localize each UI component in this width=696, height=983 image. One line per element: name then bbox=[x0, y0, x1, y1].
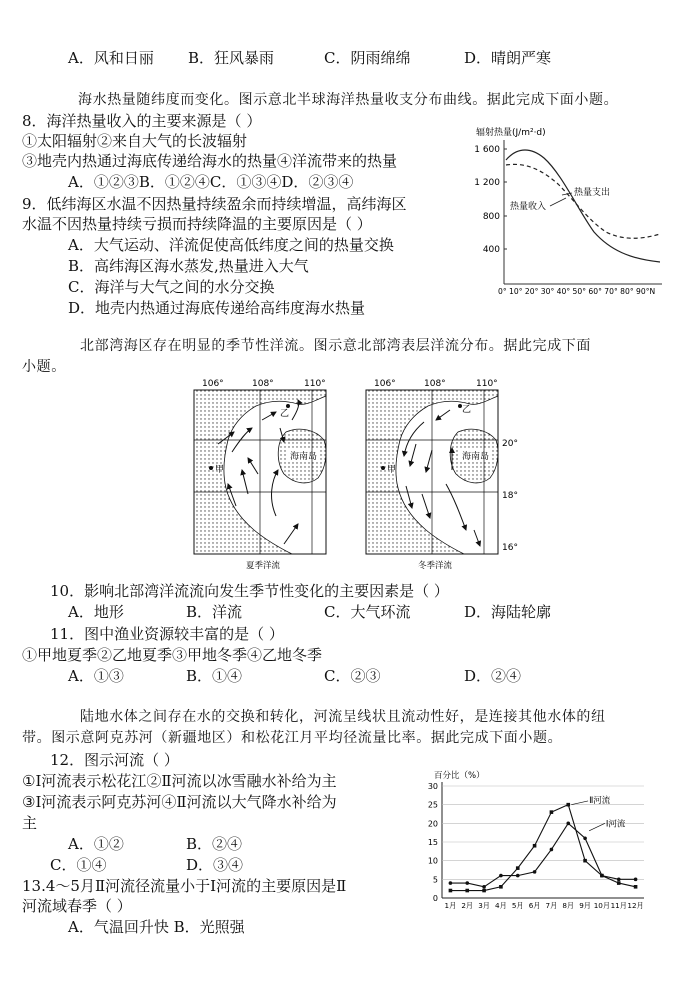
winter-lon-108: 108° bbox=[424, 379, 446, 389]
q7-option-b[interactable]: B．狂风暴雨 bbox=[188, 49, 275, 67]
summer-yi: 乙 bbox=[280, 409, 290, 419]
river-xtick: 8月 bbox=[562, 901, 575, 910]
winter-lon-110: 110° bbox=[476, 379, 498, 389]
river-point bbox=[533, 844, 537, 848]
river-ytick: 15 bbox=[427, 838, 438, 847]
river-point bbox=[533, 870, 537, 874]
summer-lon-106: 106° bbox=[202, 379, 224, 389]
river-point bbox=[566, 822, 570, 826]
q13-stem2: 河流域春季（ ） bbox=[22, 897, 132, 915]
river-point bbox=[516, 866, 520, 870]
river-point bbox=[617, 878, 621, 882]
q9-option-d[interactable]: D．地壳内热通过海底传递给高纬度海水热量 bbox=[68, 299, 366, 317]
river-xtick: 4月 bbox=[495, 901, 507, 910]
q12-option-d[interactable]: D．③④ bbox=[186, 856, 244, 874]
q11-option-d[interactable]: D．②④ bbox=[464, 667, 522, 685]
river-point bbox=[482, 889, 486, 893]
river-xtick: 2月 bbox=[461, 901, 474, 910]
river-point bbox=[634, 885, 638, 889]
heat-xticks: 0° 10° 20° 30° 40° 50° 60° 70° 80° 90°N bbox=[498, 287, 656, 296]
river-ytick: 25 bbox=[427, 800, 438, 810]
q9-stem2: 水温不因热量持续亏损而持续降温的主要原因是（ ） bbox=[22, 215, 372, 233]
q9-stem1: 9．低纬海区水温不因热量持续盈余而持续增温，高纬海区 bbox=[22, 195, 407, 213]
q11-line: ①甲地夏季②乙地夏季③甲地冬季④乙地冬季 bbox=[22, 646, 323, 664]
river-runoff-chart bbox=[412, 766, 652, 916]
winter-caption: 冬季洋流 bbox=[418, 561, 453, 571]
river-point bbox=[583, 836, 587, 840]
q7-option-a[interactable]: A．风和日丽 bbox=[68, 49, 154, 67]
summer-lon-108: 108° bbox=[252, 379, 274, 389]
q9-option-b[interactable]: B．高纬海区海水蒸发,热量进入大气 bbox=[68, 257, 309, 275]
winter-lon-106: 106° bbox=[374, 379, 396, 389]
q7-option-c[interactable]: C．阴雨绵绵 bbox=[324, 49, 411, 67]
heat-ytick-400: 400 bbox=[482, 245, 500, 255]
river-ytick: 10 bbox=[427, 856, 438, 866]
q8-stem: 8．海洋热量收入的主要来源是（ ） bbox=[22, 112, 262, 130]
heat-chart-ylabel: 辐射热量(J/m²·d) bbox=[476, 128, 546, 138]
winter-hainan-label: 海南岛 bbox=[462, 452, 490, 462]
q12-option-c[interactable]: C．①④ bbox=[50, 856, 107, 874]
q10-option-c[interactable]: C．大气环流 bbox=[324, 603, 411, 621]
winter-yi: 乙 bbox=[462, 405, 472, 415]
river-xtick: 5月 bbox=[511, 901, 524, 910]
river-point bbox=[634, 878, 638, 882]
q8-options[interactable]: A．①②③B．①②④C．①③④D．②③④ bbox=[68, 173, 354, 191]
winter-jia: 甲 bbox=[387, 465, 397, 475]
heat-label-income: 热量收入 bbox=[510, 202, 547, 212]
river-series-label: Ⅱ河流 bbox=[589, 795, 611, 806]
intro-river-1: 陆地水体之间存在水的交换和转化，河流呈线状且流动性好，是连接其他水体的纽 bbox=[80, 709, 606, 725]
river-point bbox=[499, 874, 503, 878]
river-label-leader bbox=[589, 823, 605, 830]
q12-stem: 12．图示河流（ ） bbox=[50, 751, 179, 769]
q12-option-a[interactable]: A．①② bbox=[68, 835, 124, 853]
river-xtick: 9月 bbox=[579, 901, 591, 910]
heat-label-expense: 热量支出 bbox=[574, 188, 611, 198]
river-ytick: 5 bbox=[432, 875, 438, 885]
river-point bbox=[600, 874, 604, 878]
q7-option-d[interactable]: D．晴朗严寒 bbox=[464, 49, 552, 67]
summer-map bbox=[194, 379, 326, 571]
q10-option-d[interactable]: D．海陆轮廓 bbox=[464, 603, 552, 621]
intro-heat: 海水热量随纬度而变化。图示意北半球海洋热量收支分布曲线。据此完成下面小题。 bbox=[78, 92, 619, 108]
q12-line3: 主 bbox=[22, 814, 38, 832]
heat-ytick-800: 800 bbox=[482, 212, 500, 222]
river-ytick: 30 bbox=[427, 782, 438, 791]
river-series-label: Ⅰ河流 bbox=[605, 819, 626, 830]
q11-option-a[interactable]: A．①③ bbox=[68, 667, 124, 685]
river-point bbox=[516, 874, 520, 878]
river-series-line bbox=[450, 823, 635, 886]
intro-gulf-1: 北部湾海区存在明显的季节性洋流。图示意北部湾表层洋流分布。据此完成下面 bbox=[80, 338, 591, 354]
river-point bbox=[499, 885, 503, 889]
q11-option-b[interactable]: B．①④ bbox=[186, 667, 243, 685]
lat-18: 18° bbox=[502, 491, 518, 501]
lat-16: 16° bbox=[502, 543, 518, 553]
q13-options[interactable]: A．气温回升快 B．光照强 bbox=[68, 918, 245, 936]
summer-jia: 甲 bbox=[215, 465, 225, 475]
winter-map bbox=[366, 379, 498, 571]
summer-hainan-label: 海南岛 bbox=[290, 452, 318, 462]
river-xtick: 11月 bbox=[610, 901, 627, 910]
river-series-line bbox=[450, 805, 635, 891]
river-chart-ylabel: 百分比（%） bbox=[434, 771, 485, 781]
river-xtick: 6月 bbox=[528, 901, 541, 910]
heat-ytick-1600: 1 600 bbox=[474, 145, 500, 155]
river-ytick: 20 bbox=[427, 819, 438, 829]
q9-option-c[interactable]: C．海洋与大气之间的水分交换 bbox=[68, 278, 275, 296]
summer-lon-110: 110° bbox=[304, 379, 326, 389]
q12-option-b[interactable]: B．②④ bbox=[186, 835, 243, 853]
q12-line2: ③Ⅰ河流表示阿克苏河④Ⅱ河流以大气降水补给为 bbox=[22, 793, 337, 811]
q9-option-a[interactable]: A．大气运动、洋流促使高低纬度之间的热量交换 bbox=[68, 236, 394, 254]
heat-budget-chart bbox=[470, 122, 670, 300]
river-point bbox=[465, 889, 469, 893]
river-point bbox=[550, 848, 554, 852]
summer-caption: 夏季洋流 bbox=[246, 561, 281, 571]
gulf-current-maps bbox=[188, 374, 518, 574]
river-ytick: 0 bbox=[432, 894, 438, 903]
intro-gulf-2: 小题。 bbox=[22, 359, 66, 375]
q11-stem: 11．图中渔业资源较丰富的是（ ） bbox=[50, 625, 284, 643]
river-point bbox=[482, 885, 486, 889]
q8-line1: ①太阳辐射②来自大气的长波辐射 bbox=[22, 132, 248, 150]
intro-river-2: 带。图示意阿克苏河（新疆地区）和松花江月平均径流量比率。据此完成下面小题。 bbox=[22, 730, 563, 746]
river-point bbox=[566, 803, 570, 807]
heat-ytick-1200: 1 200 bbox=[474, 178, 500, 188]
river-point bbox=[550, 810, 554, 814]
river-point bbox=[617, 881, 621, 885]
q10-option-b[interactable]: B．洋流 bbox=[186, 603, 243, 621]
river-point bbox=[465, 881, 469, 885]
river-xtick: 7月 bbox=[545, 901, 558, 910]
river-point bbox=[449, 881, 453, 885]
river-point bbox=[583, 859, 587, 863]
river-xtick: 10月 bbox=[593, 901, 611, 910]
q10-option-a[interactable]: A．地形 bbox=[68, 603, 124, 621]
q10-stem: 10．影响北部湾洋流流向发生季节性变化的主要因素是（ ） bbox=[50, 582, 449, 600]
q8-line2: ③地壳内热通过海底传递给海水的热量④洋流带来的热量 bbox=[22, 152, 398, 170]
river-xtick: 1月 bbox=[444, 901, 457, 910]
q11-option-c[interactable]: C．②③ bbox=[324, 667, 381, 685]
river-xtick: 3月 bbox=[478, 901, 490, 910]
q12-line1: ①Ⅰ河流表示松花江②Ⅱ河流以冰雪融水补给为主 bbox=[22, 772, 337, 790]
river-point bbox=[449, 889, 453, 893]
q13-stem1: 13.4～5月Ⅱ河流径流量小于Ⅰ河流的主要原因是Ⅱ bbox=[22, 877, 347, 895]
river-label-leader bbox=[571, 801, 588, 805]
river-xtick: 12月 bbox=[627, 901, 644, 910]
lat-20: 20° bbox=[502, 439, 518, 449]
